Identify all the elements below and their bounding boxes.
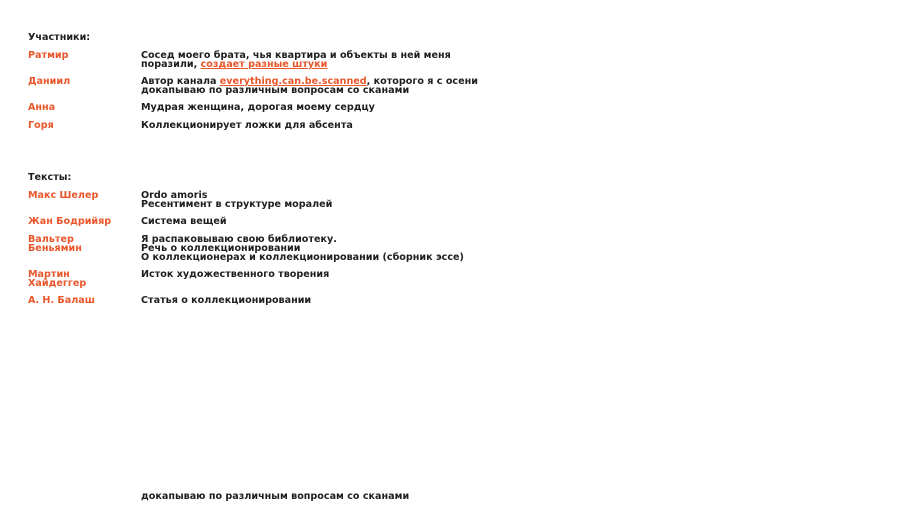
work-title: Я распаковываю свою библиотеку.: [141, 234, 337, 245]
author-works: [141, 270, 471, 279]
participant-description: [141, 51, 471, 69]
work-title: Статья о коллекционировании: [141, 295, 312, 306]
author-name: [28, 270, 128, 288]
participant-description-line: Коллекционирует ложки для абсента: [141, 120, 353, 131]
work-title: О коллекционерах и коллекционировании (сборник эссе): [141, 252, 464, 263]
author-name-line: Вальтер: [28, 234, 74, 245]
participant-description-line: Сосед моего брата, чья квартира и объекты в ней меня: [141, 50, 451, 61]
author-name-line: Беньямин: [28, 243, 82, 254]
participant-description-line: [141, 60, 471, 69]
author-name: [28, 235, 128, 253]
author-name-line: Хайдеггер: [28, 278, 87, 289]
work-title: Исток художественного творения: [141, 269, 330, 280]
channel-link[interactable]: everything.can.be.scanned: [219, 76, 367, 87]
participant-description-line: докапываю по различным вопросам со сканами: [141, 85, 410, 96]
participant-description: [141, 103, 471, 112]
participant-name: Анна: [28, 102, 56, 113]
participant-name: Ратмир: [28, 50, 69, 61]
author-name: Макс Шелер: [28, 190, 99, 201]
author-works: [141, 191, 471, 209]
author-works: [141, 296, 471, 305]
author-works: [141, 217, 471, 226]
participant-description: [141, 121, 471, 130]
participant-description-line: Мудрая женщина, дорогая моему сердцу: [141, 102, 375, 113]
participant-description-text: , которого я с осени: [366, 76, 478, 87]
author-name-line: Мартин: [28, 269, 70, 280]
participant-name: Горя: [28, 120, 54, 131]
participant-description: [141, 76, 478, 96]
participant-link[interactable]: создает разные штуки: [200, 59, 328, 70]
author-name: Жан Бодрийяр: [28, 216, 112, 227]
author-works: [141, 235, 471, 262]
texts-heading: Тексты:: [28, 172, 72, 183]
participants-heading: Участники:: [28, 32, 91, 43]
work-title: Система вещей: [141, 216, 227, 227]
participant-description-text: поразили,: [141, 59, 201, 70]
participant-description-text: Автор канала: [141, 76, 220, 87]
participant-name: Даниил: [28, 76, 71, 87]
work-title: Ресентимент в структуре моралей: [141, 199, 333, 210]
author-name: А. Н. Балаш: [28, 295, 95, 306]
work-title: Ordo amoris: [141, 190, 208, 201]
clipped-text-line: докапываю по различным вопросам со сканами: [141, 491, 410, 502]
work-title: Речь о коллекционировании: [141, 243, 301, 254]
